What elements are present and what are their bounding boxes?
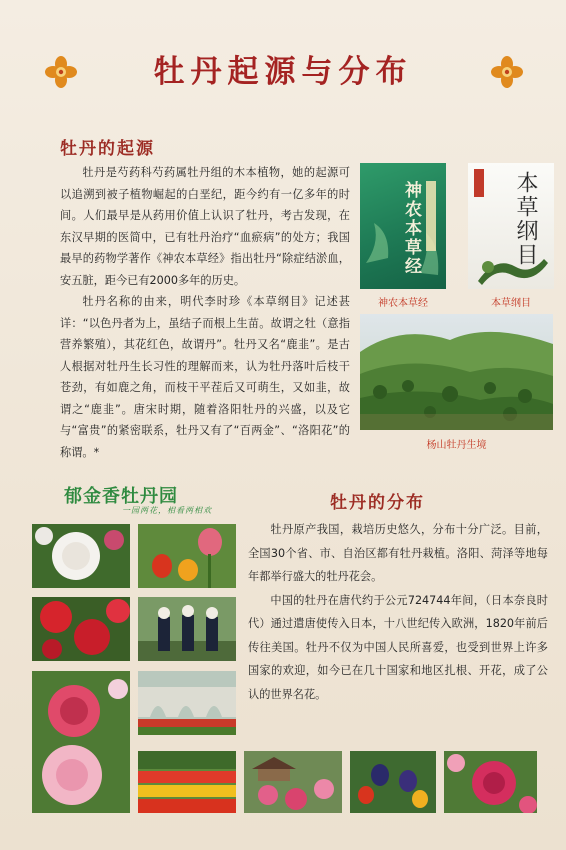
photo-performers xyxy=(138,597,236,661)
distribution-text xyxy=(248,518,548,706)
photo-purple-tulips xyxy=(350,751,436,813)
origin-paragraph-1: 牡丹是芍药科芍药属牡丹组的木本植物，她的起源可以追溯到被子植物崛起的白垩纪，距今约有一亿多年的时间。人们最早是从药用价值上认识了牡丹，考古发现，在东汉早期的医简中，已有牡丹治疗“血瘀病”的处方；我国最早的药物学著作《神农本草经》指出牡丹“除症结淤血，安五脏，距今已有2000多年的历史。 xyxy=(60,166,350,287)
performers-image xyxy=(138,597,236,661)
book-cover-title: 本草纲目 xyxy=(513,171,538,267)
flower-beds-image xyxy=(138,751,236,813)
origin-text xyxy=(60,162,350,463)
yangshan-landscape-photo xyxy=(360,314,553,430)
ornament-icon xyxy=(44,55,78,89)
pavilion-peonies-image xyxy=(244,751,342,813)
white-peony-image xyxy=(32,524,130,588)
bencao-book-cover xyxy=(468,163,554,289)
book-cover-title: 神农本草经 xyxy=(401,181,421,276)
caption-yangshan: 杨山牡丹生境 xyxy=(426,440,487,451)
tulips-image xyxy=(138,524,236,588)
photo-magenta-peony xyxy=(444,751,537,813)
origin-paragraph-2: 牡丹名称的由来，明代李时珍《本草纲目》记述甚详：“以色丹者为上，虽结子而根上生苗。故谓之牡（意指营养繁殖），其花红色，故谓丹”。牡丹又名“鹿韭”。是古人根据对牡丹生长习性的理解而来，认为牡丹落叶后枝干苍劲，有如鹿之角，而枝干平茬后又可萌生，又如韭，故谓之“鹿韭”。唐宋时期，随着洛阳牡丹的兴盛，以及它与“富贵”的紧密联系，牡丹又有了“百两金”、“洛阳花”的称谓。* xyxy=(60,295,350,459)
page-title: 牡丹起源与分布 xyxy=(153,54,413,90)
photo-garden-arch xyxy=(138,671,236,735)
ornament-icon xyxy=(490,55,524,89)
shennong-book-cover xyxy=(360,163,446,289)
red-peony-image xyxy=(32,597,130,661)
photo-pavilion-peonies xyxy=(244,751,342,813)
garden-subtitle: 一园两花，相看两相欢 xyxy=(122,506,212,515)
caption-bencao: 本草纲目 xyxy=(491,298,531,309)
magenta-peony-image xyxy=(444,751,537,813)
purple-tulips-image xyxy=(350,751,436,813)
photo-pink-peony xyxy=(32,671,130,813)
distribution-paragraph-2: 中国的牡丹在唐代约于公元724744年间，（日本奈良时代）通过遣唐使传入日本，十八世纪传入欧洲，1820年前后传往美国。牡丹不仅为中国人民所喜爱，也受到世界上许多国家的欢迎，如今已在几十国家和地区扎根、开花，成了公认的世界名花。 xyxy=(248,593,548,701)
photo-white-peony xyxy=(32,524,130,588)
landscape-image xyxy=(360,314,553,430)
photo-tulips xyxy=(138,524,236,588)
distribution-heading: 牡丹的分布 xyxy=(330,493,425,513)
photo-flower-beds xyxy=(138,751,236,813)
caption-shennong: 神农本草经 xyxy=(378,298,428,309)
photo-red-peony xyxy=(32,597,130,661)
garden-title: 郁金香牡丹园 xyxy=(64,486,178,507)
book-cover-art xyxy=(468,163,554,289)
pink-peony-image xyxy=(32,671,130,813)
garden-arch-image xyxy=(138,671,236,735)
distribution-paragraph-1: 牡丹原产我国，栽培历史悠久，分布十分广泛。目前，全国30个省、市、自治区都有牡丹栽植。洛阳、菏泽等地每年都举行盛大的牡丹花会。 xyxy=(248,523,548,583)
origin-heading: 牡丹的起源 xyxy=(60,139,155,159)
